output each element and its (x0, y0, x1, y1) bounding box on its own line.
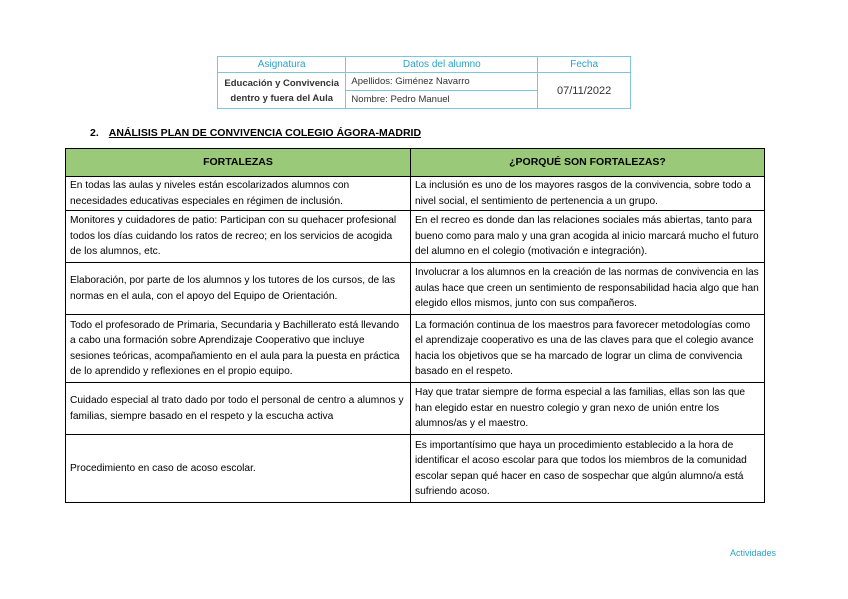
section-title (90, 127, 421, 139)
table-row (66, 263, 765, 315)
strength-cell: Todo el profesorado de Primaria, Secundaria y Bachillerato está llevando a cabo una formación sobre Aprendizaje Cooperativo que incluye sesiones teóricas, acompañamiento en el aula para la puesta en práctica de lo aprendido y reflexiones en el propio equipo. (66, 315, 411, 383)
header-col-date: Fecha (538, 57, 631, 73)
strength-cell: Monitores y cuidadores de patio: Participan con su quehacer profesional todos los días cuidando los ratos de recreo; en los servicios de acogida de los alumnos, etc. (66, 211, 411, 263)
header-info-table (217, 56, 631, 109)
reason-cell: Involucrar a los alumnos en la creación de las normas de convivencia en las aulas hace que creen un sentimiento de responsabilidad hacia algo que han elegido ellos mismos, junto con sus compañeros. (410, 263, 764, 315)
subject-line-1: Educación y Convivencia (224, 77, 339, 89)
section-title-text: ANÁLISIS PLAN DE CONVIVENCIA COLEGIO ÁGORA-MADRID (108, 127, 422, 139)
reason-cell: En el recreo es donde dan las relaciones sociales más abiertas, tanto para bueno como para malo y una gran acogida al inicio marcará mucho el futuro del alumno en el colegio (motivación e integración). (410, 211, 764, 263)
strength-cell: Elaboración, por parte de los alumnos y los tutores de los cursos, de las normas en el aula, con el apoyo del Equipo de Orientación. (66, 263, 411, 315)
reason-cell: La formación continua de los maestros para favorecer metodologías como el aprendizaje cooperativo es una de las claves para que el colegio avance hacia los objetivos que se ha marcado de lograr un clima de convivencia basado en el respeto. (410, 315, 764, 383)
table-row (66, 435, 765, 503)
column-header-reasons: ¿PORQUÉ SON FORTALEZAS? (410, 149, 764, 177)
student-surnames: Apellidos: Giménez Navarro (346, 73, 538, 91)
table-row (66, 383, 765, 435)
table-row (66, 177, 765, 211)
subject-cell (218, 73, 346, 109)
header-col-subject: Asignatura (218, 57, 346, 73)
reason-cell: La inclusión es uno de los mayores rasgos de la convivencia, sobre todo a nivel social, el sentimiento de pertenencia a un grupo. (410, 177, 764, 211)
date-cell: 07/11/2022 (538, 73, 631, 109)
table-row (66, 315, 765, 383)
subject-line-2: dentro y fuera del Aula (230, 92, 333, 104)
strengths-table (65, 148, 765, 503)
student-name: Nombre: Pedro Manuel (346, 91, 538, 109)
strength-cell: En todas las aulas y niveles están escolarizados alumnos con necesidades educativas especiales en régimen de inclusión. (66, 177, 411, 211)
header-col-student: Datos del alumno (346, 57, 538, 73)
section-number: 2. (90, 127, 99, 139)
reason-cell: Es importantísimo que haya un procedimiento establecido a la hora de identificar el acoso escolar para que todos los miembros de la comunidad escolar sepan qué hacer en caso de sospechar que algún alumno/a está sufriendo acoso. (410, 435, 764, 503)
table-row (66, 211, 765, 263)
column-header-strengths: FORTALEZAS (66, 149, 411, 177)
footer-activities-label: Actividades (729, 548, 776, 558)
strength-cell: Cuidado especial al trato dado por todo el personal de centro a alumnos y familias, siempre basado en el respeto y la escucha activa (66, 383, 411, 435)
reason-cell: Hay que tratar siempre de forma especial a las familias, ellas son las que han elegido estar en nuestro colegio y gran nexo de unión entre los alumnos/as y el maestro. (410, 383, 764, 435)
strength-cell: Procedimiento en caso de acoso escolar. (66, 435, 411, 503)
